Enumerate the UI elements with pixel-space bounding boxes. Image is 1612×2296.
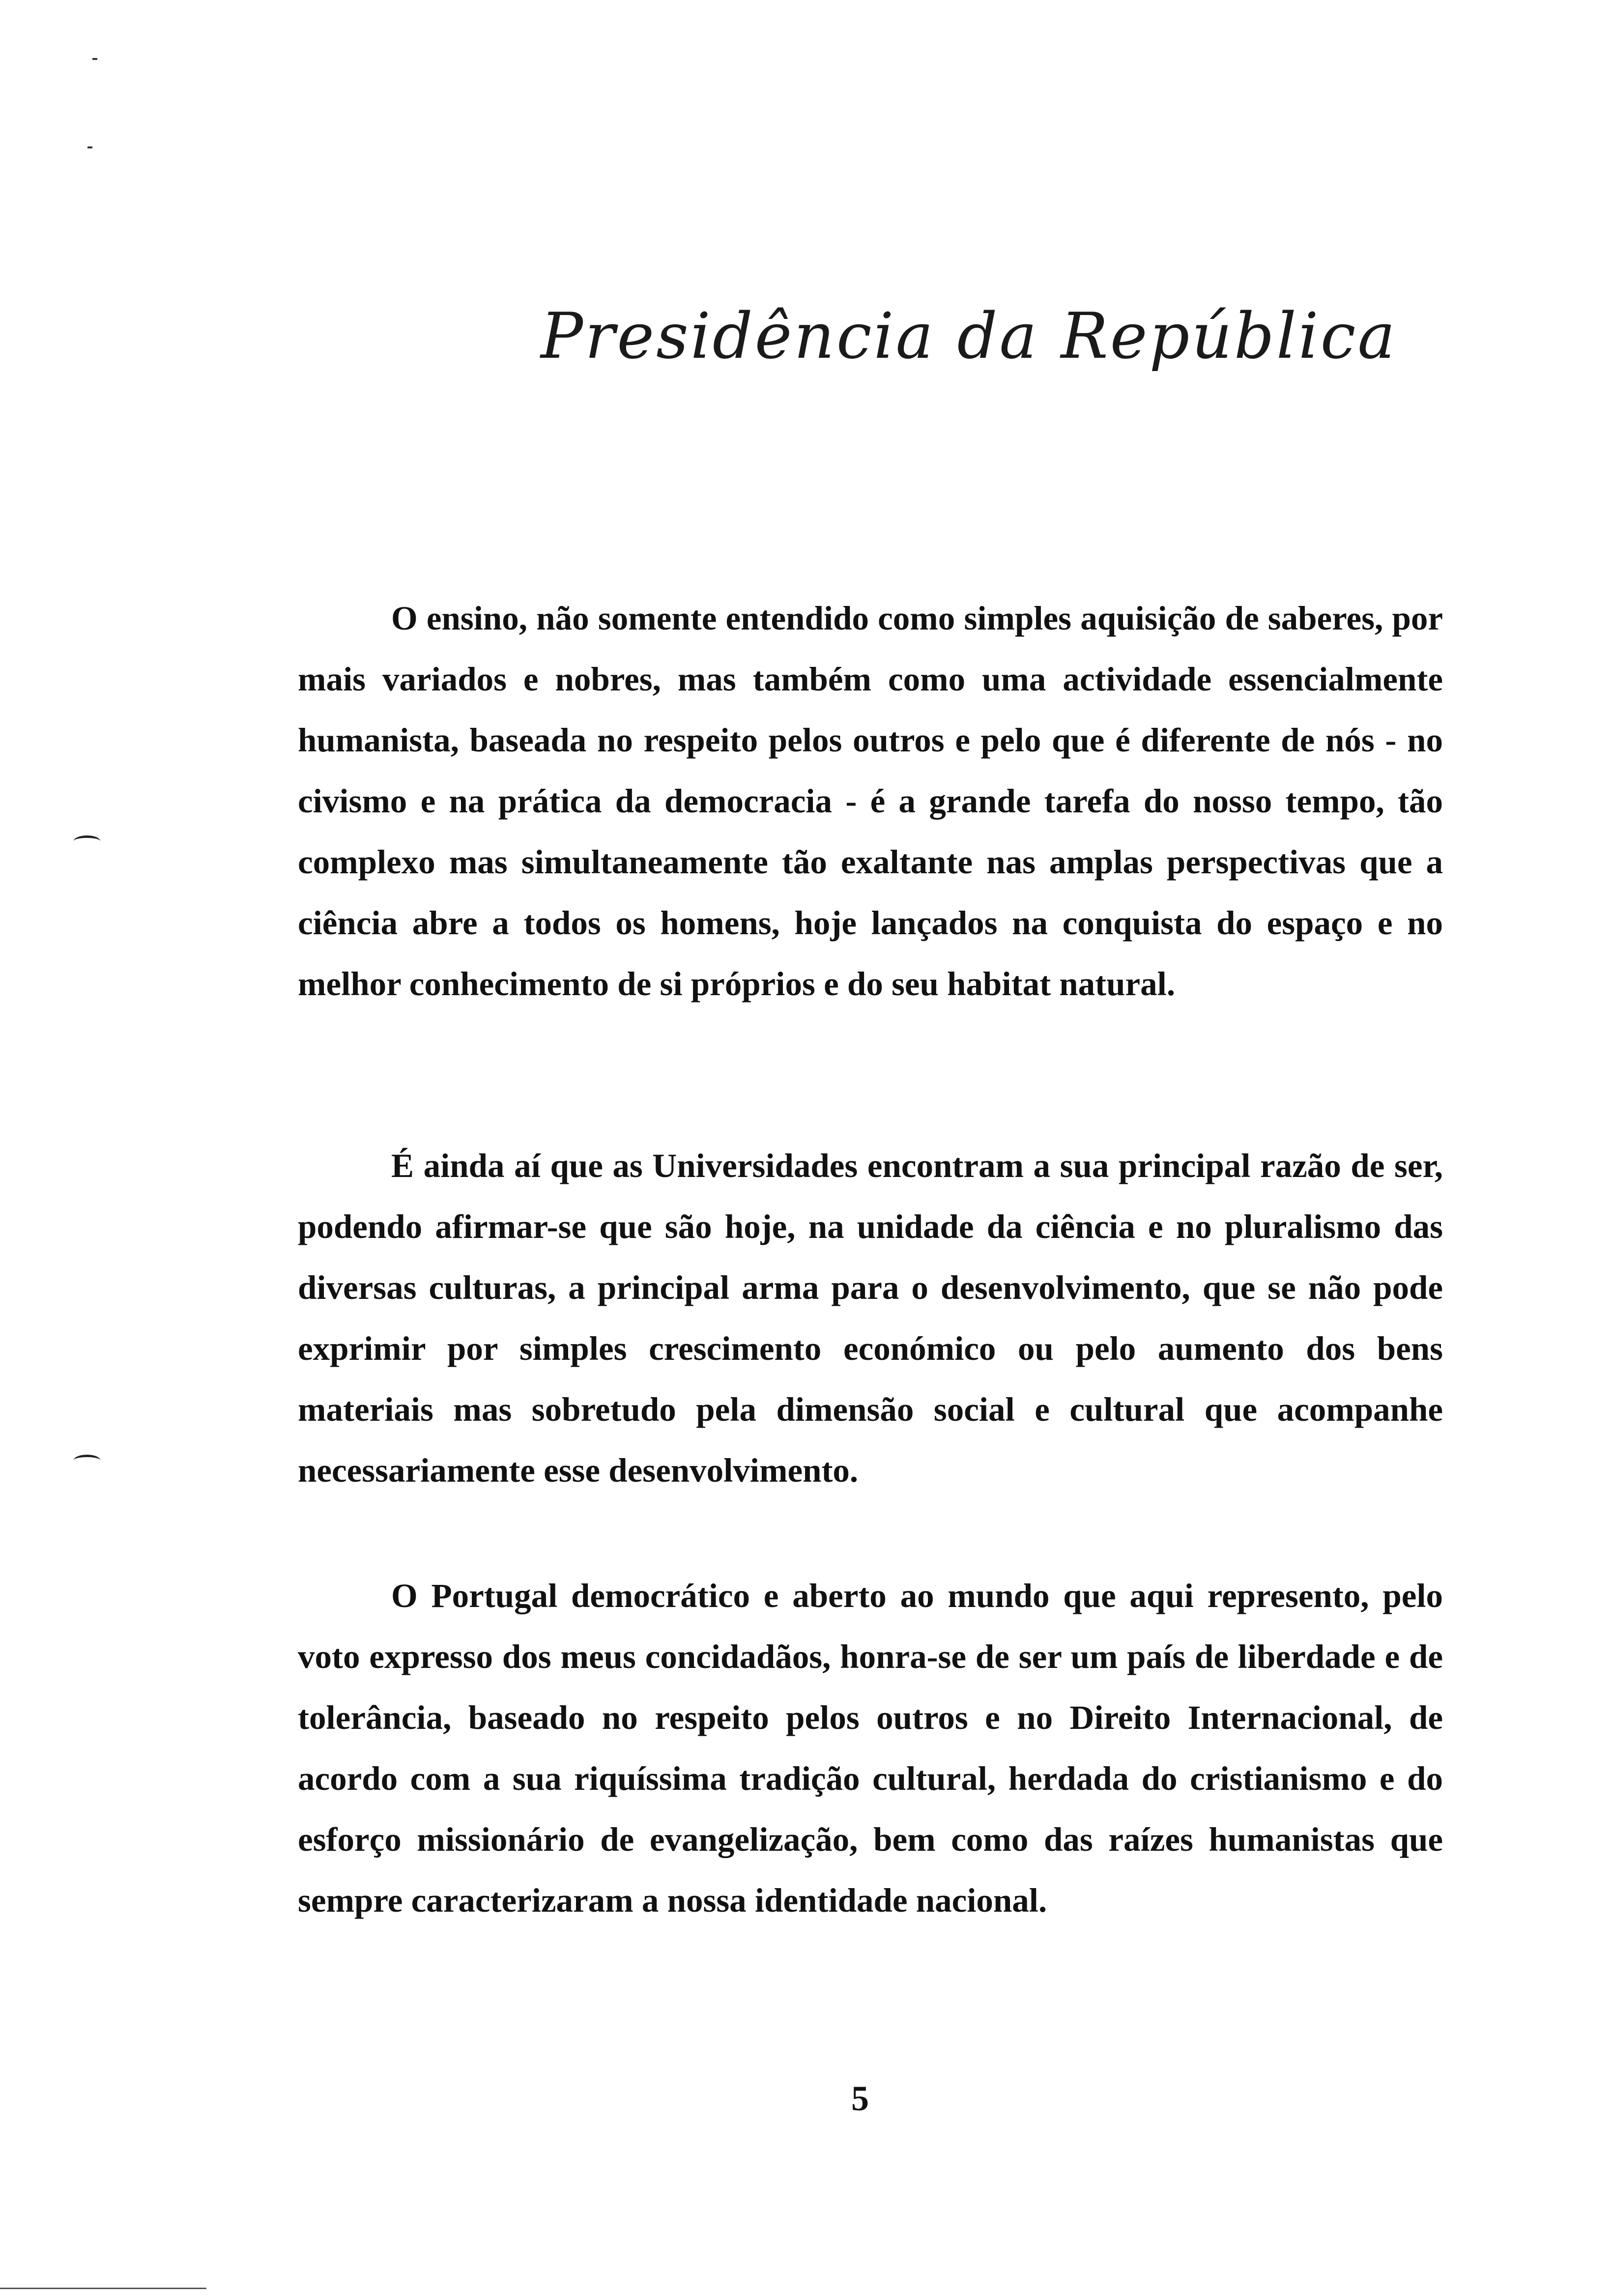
paragraph-portugal: O Portugal democrático e aberto ao mundo que aqui represento, pelo voto expresso dos meus concidadãos, honra-se de ser um país de liberdade e de tolerância, baseado no respeito pelos outros e no Direito Internacional, de acordo com a sua riquíssima tradição cultural, herdada do cristianismo e do esforço missionário de evangelização, bem como das raízes humanistas que sempre caracterizaram a nossa identidade nacional. bbox=[298, 1577, 1443, 1919]
scan-speck bbox=[87, 146, 92, 148]
punch-hole-mark bbox=[74, 835, 100, 847]
punch-hole-mark bbox=[74, 1455, 100, 1466]
scan-speck bbox=[92, 58, 97, 60]
page-number: 5 bbox=[851, 2079, 869, 2118]
paragraph-education: O ensino, não somente entendido como simples aquisição de saberes, por mais variados e nobres, mas também como uma actividade essencialmente humanista, baseada no respeito pelos outros e pelo que é diferente de nós - no civismo e na prática da democracia - é a grande tarefa do nosso tempo, tão complexo mas simultaneamente tão exaltante nas amplas perspectivas que a ciência abre a todos os homens, hoje lançados na conquista do espaço e no melhor conhecimento de si próprios e do seu habitat natural. bbox=[298, 600, 1443, 1003]
paragraph-universities: É ainda aí que as Universidades encontram a sua principal razão de ser, podendo afirmar-se que são hoje, na unidade da ciência e no pluralismo das diversas culturas, a principal arma para o desenvolvimento, que se não pode exprimir por simples crescimento económico ou pelo aumento dos bens materiais mas sobretudo pela dimensão social e cultural que acompanhe necessariamente esse desenvolvimento. bbox=[298, 1147, 1443, 1489]
letterhead-title: Presidência da República bbox=[541, 300, 1397, 373]
scan-edge-line bbox=[0, 2288, 206, 2289]
